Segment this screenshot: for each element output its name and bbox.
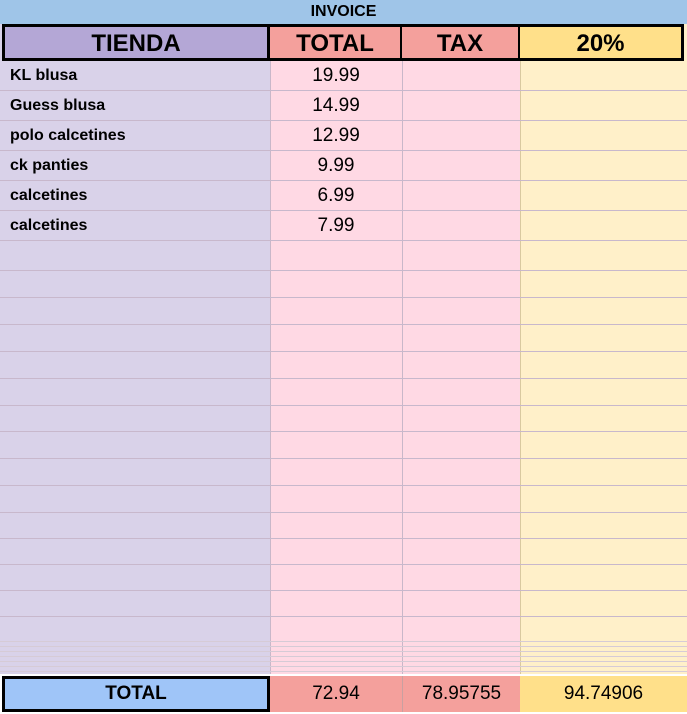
grid-line (0, 651, 687, 652)
grid-line (0, 431, 687, 432)
grid-line (0, 270, 687, 271)
item-name[interactable]: polo calcetines (10, 127, 126, 144)
header-tienda[interactable]: TIENDA (2, 24, 270, 61)
item-total[interactable]: 7.99 (317, 215, 355, 236)
item-name[interactable]: calcetines (10, 217, 88, 234)
footer-rate-value[interactable]: 94.74906 (520, 676, 687, 712)
table-row[interactable] (0, 211, 687, 241)
item-total[interactable]: 9.99 (317, 155, 355, 176)
footer-total-label[interactable]: TOTAL (2, 676, 270, 712)
table-row[interactable] (0, 91, 687, 121)
grid-line (0, 324, 687, 325)
grid-line (0, 646, 687, 647)
table-row[interactable] (0, 61, 687, 91)
item-name[interactable]: Guess blusa (10, 97, 106, 114)
table-row[interactable] (0, 151, 687, 181)
item-name[interactable]: calcetines (10, 187, 88, 204)
grid-line (0, 656, 687, 657)
item-total[interactable]: 14.99 (312, 95, 360, 116)
grid-line (0, 590, 687, 591)
footer-tax-value[interactable]: 78.95755 (402, 676, 520, 712)
table-row[interactable] (0, 181, 687, 211)
grid-line (0, 512, 687, 513)
grid-line (0, 351, 687, 352)
grid-line (0, 666, 687, 667)
item-name[interactable]: ck panties (10, 157, 89, 174)
grid-line (0, 564, 687, 565)
invoice-banner: INVOICE (0, 0, 687, 24)
item-total[interactable]: 12.99 (312, 125, 360, 146)
table-row[interactable] (0, 121, 687, 151)
grid-line (0, 297, 687, 298)
header-rate[interactable]: 20% (520, 24, 684, 61)
header-total[interactable]: TOTAL (270, 24, 402, 61)
footer-total-value[interactable]: 72.94 (270, 676, 402, 712)
item-name[interactable]: KL blusa (10, 67, 78, 84)
header-tax[interactable]: TAX (402, 24, 520, 61)
grid-line (0, 616, 687, 617)
grid-line (0, 378, 687, 379)
grid-line (0, 538, 687, 539)
item-total[interactable]: 19.99 (312, 65, 360, 86)
grid-line (0, 458, 687, 459)
grid-line (0, 671, 687, 672)
grid-line (0, 405, 687, 406)
item-total[interactable]: 6.99 (317, 185, 355, 206)
grid-line (0, 661, 687, 662)
grid-line (0, 485, 687, 486)
grid-line (0, 641, 687, 642)
